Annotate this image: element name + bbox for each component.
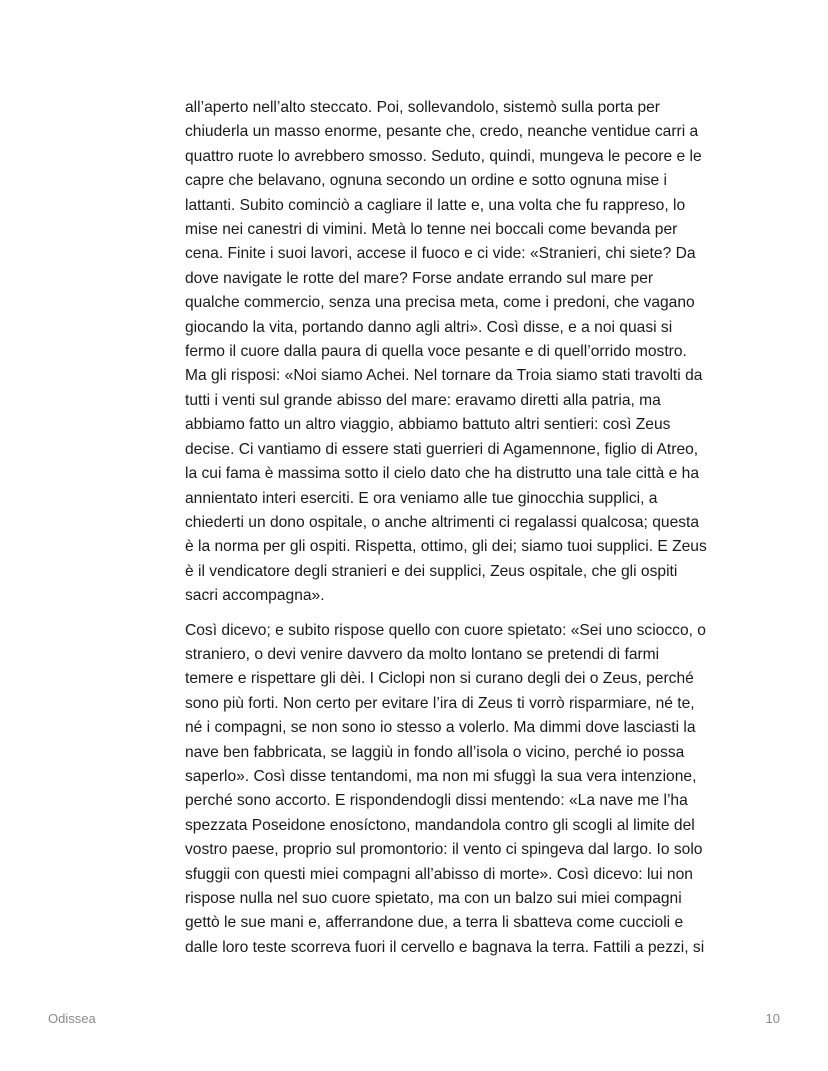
footer-book-title: Odissea <box>48 1011 96 1026</box>
paragraph-2: Così dicevo; e subito rispose quello con cuore spietato: «Sei uno sciocco, o straniero, o devi venire davvero da molto lontano se pretendi di farmi temere e rispettare gli dèi. I Ciclopi non si curano degli dei o Zeus, perché sono più forti. Non certo per evitare l’ira di Zeus ti vorrò risparmiare, né te, né i compagni, se non sono io stesso a volerlo. Ma dimmi dove lasciasti la nave ben fabbricata, se laggiù in fondo all’isola o vicino, perché io possa saperlo». Così disse tentandomi, ma non mi sfuggì la sua vera intenzione, perché sono accorto. E rispondendogli dissi mentendo: «La nave me l’ha spezzata Poseidone enosíctono, mandandola contro gli scogli al limite del vostro paese, proprio sul promontorio: il vento ci spingeva dal largo. Io solo sfuggii con questi miei compagni all’abisso di morte». Così dicevo: lui non rispose nulla nel suo cuore spietato, ma con un balzo sui miei compagni gettò le sue mani e, afferrandone due, a terra li sbatteva come cuccioli e dalle loro teste scorreva fuori il cervello e bagnava la terra. Fattili a pezzi, si <box>185 621 706 956</box>
page-body <box>185 96 745 970</box>
footer-page-number: 10 <box>765 1011 780 1026</box>
paragraph-1: all’aperto nell’alto steccato. Poi, sollevandolo, sistemò sulla porta per chiuderla un masso enorme, pesante che, credo, neanche ventidue carri a quattro ruote lo avrebbero smosso. Seduto, quindi, mungeva le pecore e le capre che belavano, ognuna secondo un ordine e sotto ognuna mise i lattanti. Subito cominciò a cagliare il latte e, una volta che fu rappreso, lo mise nei canestri di vimini. Metà lo tenne nei boccali come bevanda per cena. Finite i suoi lavori, accese il fuoco e ci vide: «Stranieri, chi siete? Da dove navigate le rotte del mare? Forse andate errando sul mare per qualche commercio, senza una precisa meta, come i predoni, che vagano giocando la vita, portando danno agli altri». Così disse, e a noi quasi si fermo il cuore dalla paura di quella voce pesante e di quell’orrido mostro. Ma gli risposi: «Noi siamo Achei. Nel tornare da Troia siamo stati travolti da tutti i venti sul grande abisso del mare: eravamo diretti alla patria, ma abbiamo fatto un altro viaggio, abbiamo battuto altri sentieri: così Zeus decise. Ci vantiamo di essere stati guerrieri di Agamennone, figlio di Atreo, la cui fama è massima sotto il cielo dato che ha distrutto una tale città e ha annientato interi eserciti. E ora veniamo alle tue ginocchia supplici, a chiederti un dono ospitale, o anche altrimenti ci regalassi qualcosa; questa è la norma per gli ospiti. Rispetta, ottimo, gli dei; siamo tuoi supplici. E Zeus è il vendicatore degli stranieri e dei supplici, Zeus ospitale, che gli ospiti sacri accompagna». <box>185 99 707 605</box>
